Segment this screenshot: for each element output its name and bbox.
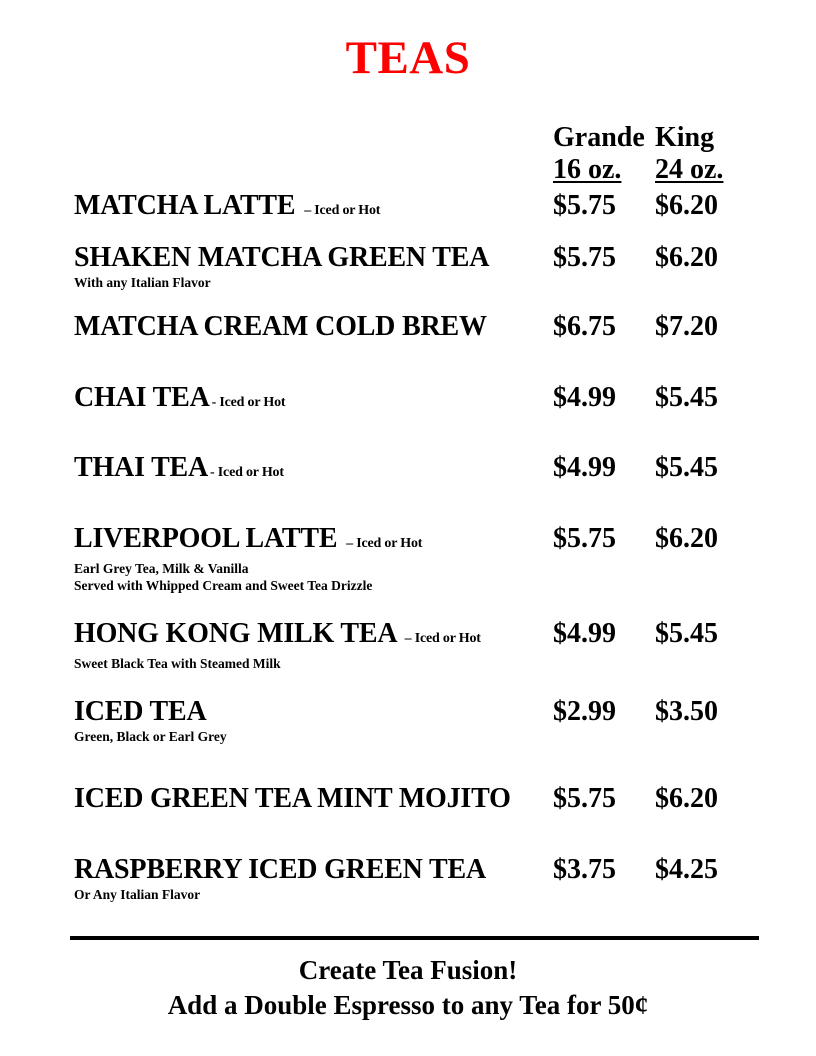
item-name: RASPBERRY ICED GREEN TEA: [74, 854, 486, 885]
menu-item-iced-green-tea-mint-mojito: [74, 783, 764, 815]
item-description: Sweet Black Tea with Steamed Milk: [74, 656, 281, 671]
item-name: MATCHA LATTE: [74, 190, 296, 221]
item-qualifier: – Iced or Hot: [404, 631, 481, 646]
column-label-grande: Grande: [553, 122, 645, 153]
price-grande: $5.75: [553, 190, 616, 221]
menu-item-raspberry-iced-green-tea: [74, 854, 764, 903]
column-label-king: King: [655, 122, 715, 153]
page-title: TEAS: [345, 32, 471, 84]
item-qualifier: – Iced or Hot: [304, 203, 381, 218]
price-grande: $4.99: [553, 618, 616, 649]
item-description: Earl Grey Tea, Milk & Vanilla: [74, 561, 249, 576]
price-grande: $6.75: [553, 311, 616, 342]
menu-item-liverpool-latte: [74, 523, 764, 594]
price-king: $5.45: [655, 382, 718, 413]
menu-item-matcha-cream-cold-brew: [74, 311, 764, 343]
price-king: $7.20: [655, 311, 718, 342]
footer-headline: Create Tea Fusion!: [298, 955, 518, 985]
price-king: $3.50: [655, 696, 718, 727]
item-qualifier: - Iced or Hot: [211, 395, 286, 410]
price-grande: $5.75: [553, 783, 616, 814]
price-grande: $4.99: [553, 452, 616, 483]
footer-promo: Add a Double Espresso to any Tea for 50¢: [167, 990, 649, 1020]
price-grande: $4.99: [553, 382, 616, 413]
menu-item-matcha-latte: [74, 190, 764, 227]
menu-item-thai-tea: [74, 452, 764, 489]
item-description: Served with Whipped Cream and Sweet Tea Drizzle: [74, 578, 373, 593]
price-grande: $5.75: [553, 242, 616, 273]
price-king: $6.20: [655, 783, 718, 814]
item-name: ICED TEA: [74, 696, 207, 727]
item-qualifier: - Iced or Hot: [210, 465, 284, 480]
price-king: $6.20: [655, 190, 718, 221]
column-size-king: 24 oz.: [655, 154, 724, 185]
price-king: $5.45: [655, 618, 718, 649]
price-king: $5.45: [655, 452, 718, 483]
menu-item-iced-tea: [74, 696, 764, 745]
price-king: $6.20: [655, 523, 718, 554]
item-name: MATCHA CREAM COLD BREW: [74, 311, 487, 342]
item-qualifier: – Iced or Hot: [346, 536, 423, 551]
column-size-grande: 16 oz.: [553, 154, 622, 185]
column-header-king: [655, 122, 723, 186]
section-divider: [70, 936, 759, 940]
price-grande: $3.75: [553, 854, 616, 885]
price-king: $4.25: [655, 854, 718, 885]
item-name: THAI TEA: [74, 452, 209, 483]
column-header-grande: [553, 122, 645, 186]
menu-item-hong-kong-milk-tea: [74, 618, 764, 672]
price-grande: $2.99: [553, 696, 616, 727]
item-name: LIVERPOOL LATTE: [74, 523, 338, 554]
item-name: CHAI TEA: [74, 382, 210, 413]
item-name: SHAKEN MATCHA GREEN TEA: [74, 242, 490, 273]
menu-item-chai-tea: [74, 382, 764, 419]
item-name: ICED GREEN TEA MINT MOJITO: [74, 783, 511, 814]
price-king: $6.20: [655, 242, 718, 273]
item-description: Or Any Italian Flavor: [74, 887, 201, 902]
menu-item-shaken-matcha-green-tea: [74, 242, 764, 291]
item-name: HONG KONG MILK TEA: [74, 618, 396, 649]
price-grande: $5.75: [553, 523, 616, 554]
item-description: Green, Black or Earl Grey: [74, 729, 227, 744]
item-description: With any Italian Flavor: [74, 275, 211, 290]
